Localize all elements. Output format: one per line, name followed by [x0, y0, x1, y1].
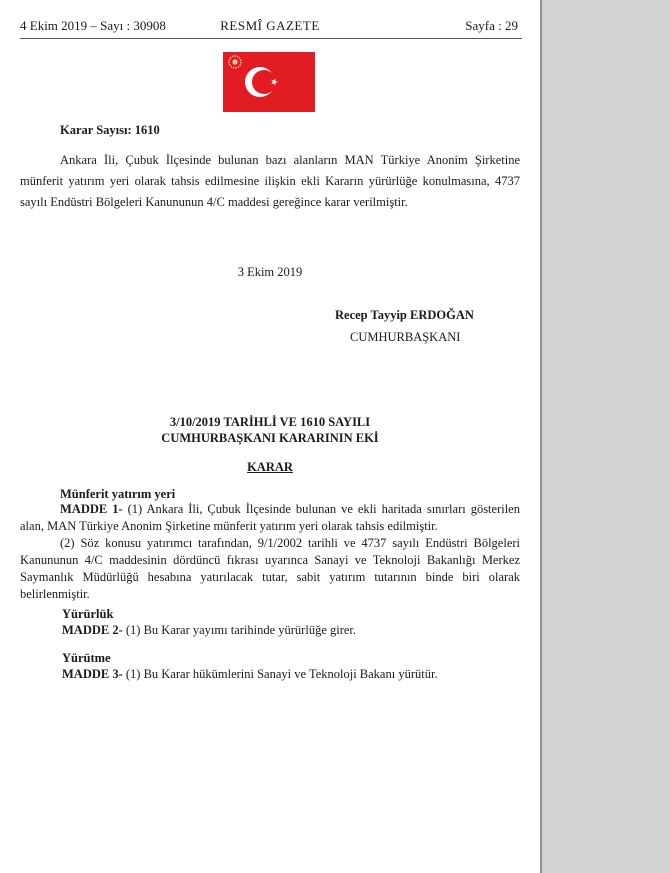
decision-body: Ankara İli, Çubuk İlçesinde bulunan bazı alanların MAN Türkiye Anonim Şirketine münferit yatırım yeri olarak tahsis edilmesine ilişkin ekli Kararın yürürlüğe konulmasına, 4737 sayılı Endüstri Bölgeleri Kanununun 4/C maddesi gereğince karar verilmiştir. [20, 153, 520, 209]
emblem-icon [228, 55, 242, 69]
annex-title-line2: CUMHURBAŞKANI KARARININ EKİ [161, 431, 379, 445]
article-3-text-1: (1) Bu Karar hükümlerini Sanayi ve Teknoloji Bakanı yürütür. [125, 667, 438, 681]
article-2-label: MADDE 2- [62, 623, 123, 637]
section-title-3: Yürütme [62, 651, 111, 665]
article-3-label: MADDE 3- [62, 667, 123, 681]
article-3-paragraph-1 [62, 665, 438, 683]
section-title-1: Münferit yatırım yeri [60, 487, 176, 501]
signatory-title: CUMHURBAŞKANI [350, 330, 461, 344]
article-1-paragraph-1 [20, 501, 520, 535]
issue-info: 4 Ekim 2019 – Sayı : 30908 [20, 18, 166, 33]
annex-heading: KARAR [247, 460, 293, 474]
page-number: Sayfa : 29 [465, 18, 518, 33]
turkish-flag-icon [223, 52, 315, 112]
section-title-2: Yürürlük [62, 607, 114, 621]
decision-date: 3 Ekim 2019 [237, 265, 303, 279]
signatory-name: Recep Tayyip ERDOĞAN [335, 308, 474, 322]
decision-number: Karar Sayısı: 1610 [60, 123, 160, 137]
header-divider [20, 38, 522, 39]
article-2-paragraph-1 [62, 621, 356, 639]
gazette-title: RESMÎ GAZETE [220, 18, 320, 33]
annex-title-line1: 3/10/2019 TARİHLİ VE 1610 SAYILI [169, 415, 371, 429]
page-edge [540, 0, 542, 873]
article-1-text-1: (1) Ankara İli, Çubuk İlçesinde bulunan ve ekli haritada sınırları gösterilen alan, MAN Türkiye Anonim Şirketine münferit yatırım yeri olarak tahsis edilmiştir. [20, 502, 520, 533]
article-1-paragraph-2: (2) Söz konusu yatırımcı tarafından, 9/1/2002 tarihli ve 4737 sayılı Endüstri Bölgeleri Kanununun 4/C maddesinin dördüncü fıkrası uyarınca Sanayi ve Teknoloji Bakanlığı Merkez Saymanlık Müdürlüğü hesabına yatırılacak tutar, sabit yatırım tutarının binde biri olarak belirlenmiştir. [20, 536, 520, 601]
article-2-text-1: (1) Bu Karar yayımı tarihinde yürürlüğe girer. [125, 623, 357, 637]
article-1-label: MADDE 1- [60, 502, 123, 516]
